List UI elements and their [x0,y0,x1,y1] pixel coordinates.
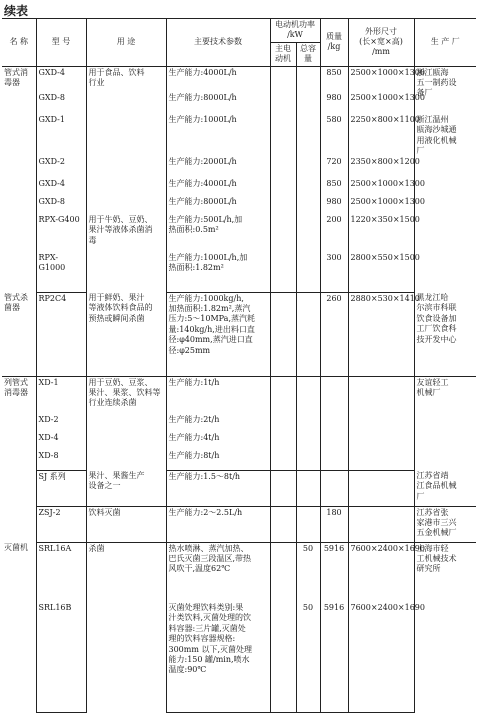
model-cell: GXD-4 [36,66,86,92]
dims-cell: 2350×800×1200 [348,156,414,178]
mass-cell: 980 [320,196,348,214]
params-cell: 生产能力:2～2.5L/h [166,506,270,542]
model-cell: SRL16A [36,542,86,602]
dims-cell: 7600×2400×1690 [348,602,414,712]
mass-cell: 300 [320,252,348,292]
header-motor-power: 电动机功率 /kW [270,19,320,43]
table-row [2,92,476,114]
header-dimensions: 外形尺寸 (长×宽×高) /mm [348,19,414,67]
model-cell: GXD-1 [36,114,86,156]
mass-cell: 720 [320,156,348,178]
params-cell: 热水喷淋、蒸汽加热、 巴氏灭菌三段温区,带热 风吹干,温度62℃ [166,542,270,602]
params-cell: 生产能力:1.5～8t/h [166,470,270,506]
use-cell: 用于牛奶、豆奶、 果汁等液体杀菌消 毒 [86,214,166,292]
table-row [2,542,476,602]
equipment-name: 列管式 消毒器 [2,376,36,542]
params-cell: 生产能力:1t/h [166,376,270,414]
dims-cell: 2250×800×1100 [348,114,414,156]
header-name: 名 称 [2,19,36,67]
mass-cell: 980 [320,92,348,114]
params-cell: 生产能力:1000L/h [166,114,270,156]
use-cell: 果汁、果酱生产 设备之一 [86,470,166,506]
mass-cell: 5916 [320,602,348,712]
header-main-motor: 主电动机 [270,42,296,66]
manufacturer-cell: 浙江温州 瓯海沙城通 用液化机械 厂 [416,115,457,156]
total-capacity-cell: 50 [296,602,320,712]
manufacturer-cell: 浙江瓯海 五一制药设 备厂 [416,67,457,98]
equipment-spec-table [2,18,476,713]
table-row [2,66,476,92]
mass-cell: 200 [320,214,348,252]
table-row [2,196,476,214]
header-use: 用 途 [86,19,166,67]
dims-cell: 2500×1000×1300 [348,92,414,114]
model-cell: RPX- G1000 [36,252,86,292]
mass-cell: 850 [320,66,348,92]
table-row [2,178,476,196]
model-cell: XD-8 [36,450,86,470]
dims-cell: 2500×1000×1300 [348,196,414,214]
header-total-capacity: 总容量 [296,42,320,66]
params-cell: 生产能力:500L/h,加 热面积:0.5m² [166,214,270,252]
model-cell: SRL16B [36,602,86,712]
params-cell: 生产能力:8t/h [166,450,270,470]
manufacturer-cell: 黑龙江哈 尔滨市科联 饮食设备加 工厂饮食科 技开发中心 [414,292,476,376]
model-cell: XD-4 [36,432,86,450]
use-cell: 杀菌 [86,542,166,712]
header-params: 主要技术参数 [166,19,270,67]
params-cell: 生产能力:2t/h [166,414,270,432]
table-row [2,450,476,470]
table-row [2,376,476,414]
header-mass: 质量 /kg [320,19,348,67]
table-row [2,470,476,506]
header-manufacturer: 生 产 厂 [414,19,476,67]
model-cell: XD-2 [36,414,86,432]
use-cell: 用于食品、饮料 行业 [86,66,166,114]
dims-cell: 2500×1000×1300 [348,66,414,92]
table-row [2,114,476,156]
continued-table-label: 续表 [4,4,29,18]
table-row [2,156,476,178]
manufacturer-cell: 友谊轻工 机械厂 [416,377,449,397]
use-cell: 用于鲜奶、果汁 等液体饮料食品的 预热或瞬间杀菌 [86,292,166,376]
equipment-name: 管式杀 菌器 [2,292,36,376]
params-cell: 生产能力:4000L/h [166,178,270,196]
params-cell: 生产能力:4000L/h [166,66,270,92]
params-cell: 生产能力:8000L/h [166,196,270,214]
params-cell: 生产能力:4t/h [166,432,270,450]
header-model: 型 号 [36,19,86,67]
params-cell: 生产能力:2000L/h [166,156,270,178]
equipment-name: 管式消 毒器 [2,66,36,292]
table-row [2,292,476,376]
table-row [2,214,476,252]
params-cell: 生产能力:8000L/h [166,92,270,114]
model-cell: GXD-8 [36,92,86,114]
mass-cell: 180 [320,506,348,542]
table-row [2,602,476,712]
manufacturer-cell: 江苏省靖 江食品机械 厂 [414,470,476,506]
table-row [2,414,476,432]
manufacturer-cell: 上海市轻 工机械技术 研究所 [416,543,457,574]
model-cell: ZSJ-2 [36,506,86,542]
mass-cell: 850 [320,178,348,196]
params-cell: 生产能力:1000L/h,加 热面积:1.82m² [166,252,270,292]
dims-cell: 2500×1000×1300 [348,178,414,196]
params-cell: 生产能力:1000kg/h, 加热面积:1.82m²,蒸汽 压力:5～10MPa,蒸汽耗 量:140kg/h,进出料口直 径:φ40mm,蒸汽进口直 径:φ25mm [166,292,270,376]
table-row [2,432,476,450]
dims-cell: 2880×530×1410 [348,292,414,376]
model-cell: RP2C4 [36,292,86,376]
use-cell: 用于豆奶、豆浆、 果汁、果浆、饮料等 行业连续杀菌 [86,376,166,470]
use-cell: 饮料灭菌 [86,506,166,542]
model-cell: XD-1 [36,376,86,414]
manufacturer-cell: 江苏省张 家港市三兴 五金机械厂 [414,506,476,542]
mass-cell: 5916 [320,542,348,602]
dims-cell: 1220×350×1500 [348,214,414,252]
total-capacity-cell: 50 [296,542,320,602]
model-cell: SJ 系列 [36,470,86,506]
model-cell: RPX-G400 [36,214,86,252]
mass-cell: 260 [320,292,348,376]
table-row [2,252,476,292]
model-cell: GXD-2 [36,156,86,178]
params-cell: 灭菌处理饮料类别:果 汁类饮料,灭菌处理的饮 料容器:三片罐,灭菌处 理的饮料容器规格: 300mm 以下,灭菌处理 能力:150 罐/min,喷水 温度:90℃ [166,602,270,712]
table-row [2,506,476,542]
mass-cell: 580 [320,114,348,156]
equipment-name: 灭菌机 [2,542,36,712]
model-cell: GXD-4 [36,178,86,196]
dims-cell: 7600×2400×1690 [348,542,414,602]
dims-cell: 2800×550×1500 [348,252,414,292]
model-cell: GXD-8 [36,196,86,214]
